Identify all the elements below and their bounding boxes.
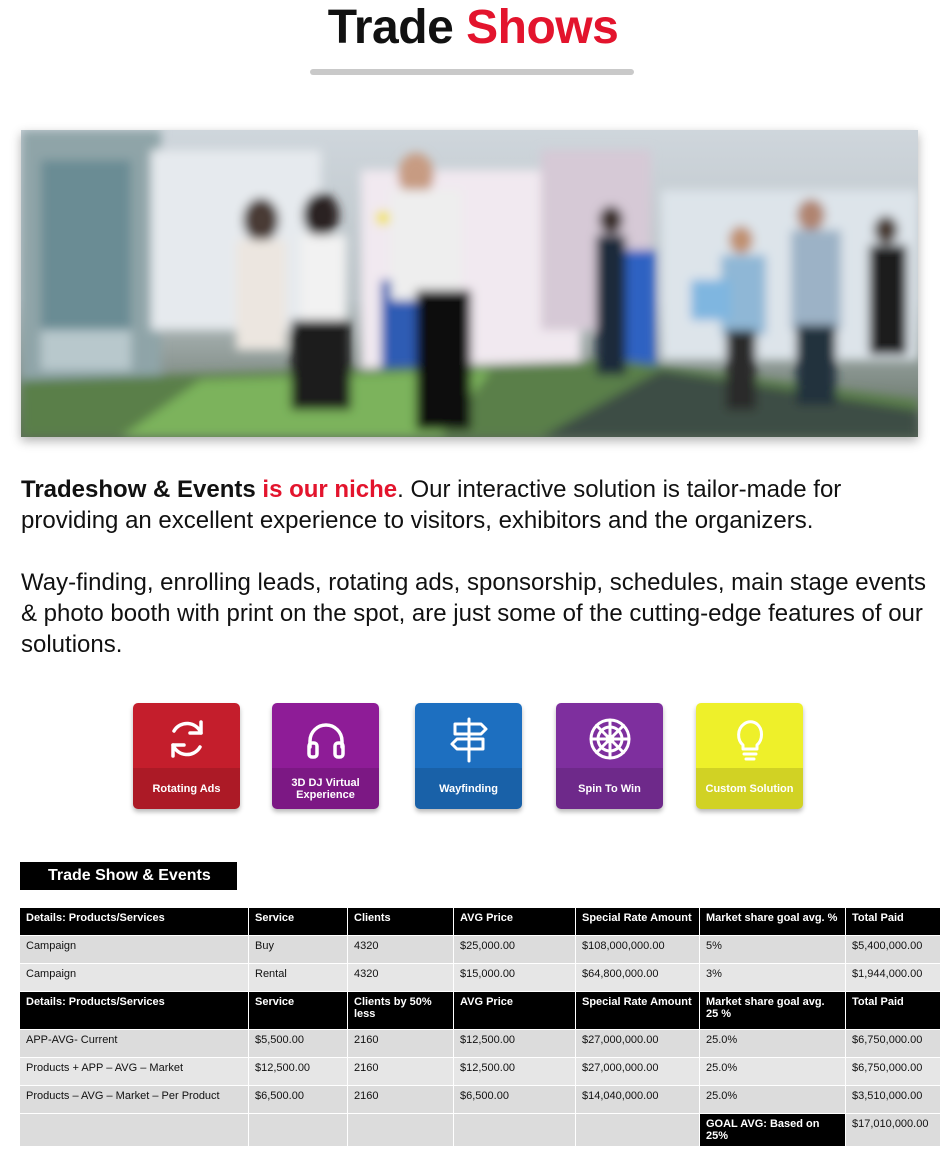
table-header-cell: Details: Products/Services	[20, 992, 249, 1030]
page-title-part1: Trade	[327, 1, 454, 54]
table-cell: 25.0%	[700, 1058, 846, 1086]
table-cell: 3%	[700, 964, 846, 992]
table-header-cell: Service	[249, 992, 348, 1030]
table-cell: $15,000.00	[454, 964, 576, 992]
feature-tile-band	[415, 768, 522, 809]
feature-tile-3d-dj[interactable]	[272, 703, 379, 809]
table-cell: Campaign	[20, 936, 249, 964]
table-cell: $6,750,000.00	[846, 1030, 941, 1058]
table-cell: $64,800,000.00	[576, 964, 700, 992]
table-header-cell: AVG Price	[454, 992, 576, 1030]
feature-tile-custom-solution[interactable]	[696, 703, 803, 809]
tradeshow-crowd-photo	[21, 130, 918, 437]
table-cell: $108,000,000.00	[576, 936, 700, 964]
table-cell: 5%	[700, 936, 846, 964]
title-divider	[310, 69, 634, 75]
intro-highlight-phrase: is our niche	[262, 476, 398, 503]
table-cell: $1,944,000.00	[846, 964, 941, 992]
feature-tile-band	[133, 768, 240, 809]
table-goal-row	[20, 1114, 941, 1147]
table-cell: Rental	[249, 964, 348, 992]
table-cell: $6,500.00	[249, 1086, 348, 1114]
feature-tile-band	[696, 768, 803, 809]
lightbulb-icon	[696, 715, 803, 763]
goal-total: $17,010,000.00	[846, 1114, 941, 1147]
pricing-table	[20, 908, 941, 1147]
table-cell-empty	[454, 1114, 576, 1147]
hero-image	[21, 130, 918, 437]
table-cell: 2160	[348, 1086, 454, 1114]
feature-tile-label: Wayfinding	[439, 782, 498, 795]
refresh-icon	[133, 715, 240, 763]
table-cell: 4320	[348, 964, 454, 992]
table-cell: 25.0%	[700, 1086, 846, 1114]
headphones-icon	[272, 715, 379, 763]
table-header-row	[20, 992, 941, 1030]
table-row	[20, 964, 941, 992]
table-cell: 2160	[348, 1030, 454, 1058]
feature-tile-label: Rotating Ads	[152, 782, 221, 795]
table-cell: Products – AVG – Market – Per Product	[20, 1086, 249, 1114]
signpost-icon	[415, 715, 522, 763]
table-cell-empty	[249, 1114, 348, 1147]
table-cell: $27,000,000.00	[576, 1030, 700, 1058]
table-header-cell: Market share goal avg. 25 %	[700, 992, 846, 1030]
feature-tile-rotating-ads[interactable]	[133, 703, 240, 809]
intro-rest: . Our interactive solution is tailor-made for providing an excellent experience to visitors, exhibitors and the organizers.	[21, 476, 842, 534]
goal-label: GOAL AVG: Based on 25%	[700, 1114, 846, 1147]
table-cell: $12,500.00	[454, 1030, 576, 1058]
table-cell: $6,750,000.00	[846, 1058, 941, 1086]
table-header-cell: Clients by 50% less	[348, 992, 454, 1030]
intro-bold-phrase: Tradeshow & Events	[21, 476, 256, 503]
feature-tile-spin-to-win[interactable]	[556, 703, 663, 809]
page-title-part2: Shows	[466, 1, 619, 54]
feature-tile-label: Custom Solution	[705, 782, 794, 795]
table-cell-empty	[348, 1114, 454, 1147]
table-cell: APP-AVG- Current	[20, 1030, 249, 1058]
table-cell: 2160	[348, 1058, 454, 1086]
feature-tile-band	[556, 768, 663, 809]
table-header-cell: AVG Price	[454, 908, 576, 936]
table-header-cell: Total Paid	[846, 908, 941, 936]
table-cell: 4320	[348, 936, 454, 964]
table-cell: $27,000,000.00	[576, 1058, 700, 1086]
table-cell: $5,400,000.00	[846, 936, 941, 964]
table-cell: Products + APP – AVG – Market	[20, 1058, 249, 1086]
table-row	[20, 1058, 941, 1086]
table-row	[20, 936, 941, 964]
feature-tile-wayfinding[interactable]	[415, 703, 522, 809]
intro-paragraph-2: Way-finding, enrolling leads, rotating ads, sponsorship, schedules, main stage events & photo booth with print on the spot, are just some of the cutting-edge features of our solutions.	[21, 569, 926, 658]
table-row	[20, 1030, 941, 1058]
table-header-row	[20, 908, 941, 936]
table-cell: $12,500.00	[454, 1058, 576, 1086]
table-title: Trade Show & Events	[20, 862, 237, 890]
table-cell: $6,500.00	[454, 1086, 576, 1114]
wheel-icon	[556, 715, 663, 763]
table-cell: Buy	[249, 936, 348, 964]
table-cell: $5,500.00	[249, 1030, 348, 1058]
table-cell-empty	[576, 1114, 700, 1147]
feature-tile-label: Spin To Win	[578, 782, 641, 795]
table-header-cell: Special Rate Amount	[576, 992, 700, 1030]
table-header-cell: Details: Products/Services	[20, 908, 249, 936]
table-cell: $3,510,000.00	[846, 1086, 941, 1114]
table-cell: $12,500.00	[249, 1058, 348, 1086]
table-header-cell: Special Rate Amount	[576, 908, 700, 936]
table-row	[20, 1086, 941, 1114]
table-header-cell: Market share goal avg. %	[700, 908, 846, 936]
table-cell-empty	[20, 1114, 249, 1147]
table-cell: $14,040,000.00	[576, 1086, 700, 1114]
page-title	[0, 0, 946, 56]
feature-tile-label: 3D DJ Virtual Experience	[291, 776, 360, 801]
table-cell: $25,000.00	[454, 936, 576, 964]
table-header-cell: Service	[249, 908, 348, 936]
table-header-cell: Clients	[348, 908, 454, 936]
table-cell: Campaign	[20, 964, 249, 992]
table-header-cell: Total Paid	[846, 992, 941, 1030]
intro-paragraph-1	[21, 474, 931, 536]
feature-tile-band	[272, 768, 379, 809]
table-cell: 25.0%	[700, 1030, 846, 1058]
